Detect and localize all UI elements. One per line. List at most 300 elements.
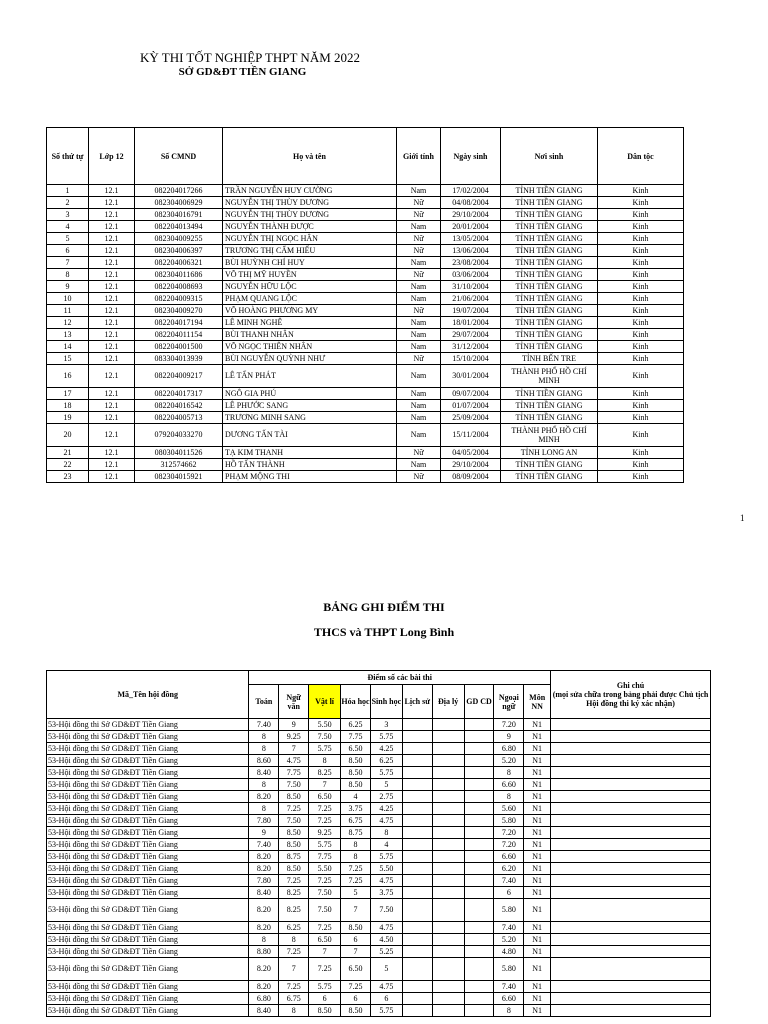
student-cell: 12.1	[89, 257, 135, 269]
student-cell: TỈNH TIỀN GIANG	[501, 341, 598, 353]
council-cell: 53-Hội đồng thi Sở GD&ĐT Tiền Giang	[47, 887, 249, 899]
score-cell: 4.75	[370, 981, 402, 993]
student-cell: 31/12/2004	[441, 341, 501, 353]
student-cell: 1	[47, 185, 89, 197]
score-cell: 4.75	[370, 875, 402, 887]
student-cell: 12.1	[89, 293, 135, 305]
student-cell: Nam	[397, 185, 441, 197]
student-row	[47, 329, 684, 341]
student-cell: 12.1	[89, 447, 135, 459]
student-cell: 18	[47, 400, 89, 412]
student-cell: 08/09/2004	[441, 471, 501, 483]
score-cell: 7.50	[309, 899, 341, 922]
student-cell: Nữ	[397, 353, 441, 365]
student-cell: Nữ	[397, 245, 441, 257]
note-cell	[551, 755, 711, 767]
score-row	[47, 851, 711, 863]
student-cell: 29/10/2004	[441, 209, 501, 221]
score-cell: 6	[494, 887, 524, 899]
score-cell	[464, 993, 494, 1005]
score-cell	[432, 981, 464, 993]
score-cell: 8	[494, 1005, 524, 1017]
score-cell	[402, 887, 432, 899]
student-cell: Nam	[397, 341, 441, 353]
note-cell	[551, 719, 711, 731]
score-cell: 7	[341, 899, 371, 922]
score-cell: 7.20	[494, 839, 524, 851]
score-cell	[432, 958, 464, 981]
score-cell: 8.50	[279, 863, 309, 875]
score-cell: 8.50	[279, 839, 309, 851]
student-cell: TỈNH TIỀN GIANG	[501, 388, 598, 400]
score-cell: 8.50	[341, 755, 371, 767]
score-cell: 7.40	[249, 719, 279, 731]
score-cell: 8	[279, 1005, 309, 1017]
score-cell: 6	[309, 993, 341, 1005]
score-cell: 7.80	[249, 875, 279, 887]
student-cell: Kinh	[598, 293, 684, 305]
student-cell: TỈNH TIỀN GIANG	[501, 317, 598, 329]
student-cell: 082304006397	[135, 245, 223, 257]
score-cell: 8.75	[279, 851, 309, 863]
score-cell	[432, 827, 464, 839]
score-cell	[464, 946, 494, 958]
scores-header-row-1	[47, 671, 711, 685]
score-cell: 5.25	[370, 946, 402, 958]
note-header-text: Ghi chú (mọi sửa chữa trong bảng phải được Chủ tịch Hội đồng thi ký xác nhận)	[552, 681, 709, 708]
score-cell: 7.50	[309, 731, 341, 743]
student-cell: Nữ	[397, 447, 441, 459]
score-cell	[464, 922, 494, 934]
score-cell: N1	[524, 815, 551, 827]
score-cell: 7.75	[279, 767, 309, 779]
score-cell: 6.50	[341, 743, 371, 755]
score-cell: 5	[341, 887, 371, 899]
score-cell: 8.25	[279, 899, 309, 922]
score-cell	[432, 851, 464, 863]
score-cell: 9	[279, 719, 309, 731]
student-cell: 19	[47, 412, 89, 424]
score-cell	[464, 851, 494, 863]
score-cell	[402, 1005, 432, 1017]
student-row	[47, 447, 684, 459]
score-cell: 3.75	[341, 803, 371, 815]
score-cell	[464, 743, 494, 755]
student-row	[47, 341, 684, 353]
score-cell	[464, 981, 494, 993]
student-cell: Kinh	[598, 317, 684, 329]
note-cell	[551, 899, 711, 922]
score-cell: 4.75	[370, 815, 402, 827]
student-cell: 12.1	[89, 424, 135, 447]
score-cell: 7	[341, 946, 371, 958]
student-row	[47, 317, 684, 329]
student-cell: 082204001500	[135, 341, 223, 353]
student-row	[47, 209, 684, 221]
score-cell	[432, 767, 464, 779]
student-cell: 2	[47, 197, 89, 209]
note-cell	[551, 887, 711, 899]
student-cell: 082304009255	[135, 233, 223, 245]
student-cell: TỈNH TIỀN GIANG	[501, 329, 598, 341]
student-cell: 19/07/2004	[441, 305, 501, 317]
score-cell	[432, 922, 464, 934]
student-cell: VÕ THỊ MỸ HUYỀN	[223, 269, 397, 281]
student-cell: 12.1	[89, 281, 135, 293]
student-cell: 12.1	[89, 269, 135, 281]
score-cell	[464, 767, 494, 779]
student-cell: 082204013494	[135, 221, 223, 233]
student-cell: BÙI THANH NHÂN	[223, 329, 397, 341]
student-cell: Kinh	[598, 412, 684, 424]
student-cell: Nam	[397, 365, 441, 388]
student-cell: Kinh	[598, 221, 684, 233]
score-cell: 2.75	[370, 791, 402, 803]
score-cell	[402, 863, 432, 875]
student-cell: VÕ NGỌC THIÊN NHÂN	[223, 341, 397, 353]
council-cell: 53-Hội đồng thi Sở GD&ĐT Tiền Giang	[47, 899, 249, 922]
student-cell: 12.1	[89, 400, 135, 412]
student-cell: Nam	[397, 400, 441, 412]
score-row	[47, 815, 711, 827]
score-cell	[432, 899, 464, 922]
score-row	[47, 934, 711, 946]
student-cell: 18/01/2004	[441, 317, 501, 329]
student-cell: NGUYỄN THỊ THÙY DƯƠNG	[223, 197, 397, 209]
score-cell	[432, 863, 464, 875]
council-cell: 53-Hội đồng thi Sở GD&ĐT Tiền Giang	[47, 958, 249, 981]
score-row	[47, 1005, 711, 1017]
student-row	[47, 412, 684, 424]
score-cell: N1	[524, 827, 551, 839]
score-cell: 8.20	[249, 981, 279, 993]
note-header	[551, 671, 711, 719]
student-col-header: Họ và tên	[223, 128, 397, 185]
score-row	[47, 803, 711, 815]
score-cell: N1	[524, 946, 551, 958]
student-row	[47, 365, 684, 388]
score-row	[47, 719, 711, 731]
score-cell: N1	[524, 899, 551, 922]
score-cell: N1	[524, 803, 551, 815]
score-row	[47, 875, 711, 887]
score-cell: 7.75	[341, 731, 371, 743]
score-cell: N1	[524, 851, 551, 863]
score-cell: 7.40	[494, 981, 524, 993]
student-cell: 01/07/2004	[441, 400, 501, 412]
student-cell: 15	[47, 353, 89, 365]
score-cell: 3.75	[370, 887, 402, 899]
student-cell: 12.1	[89, 471, 135, 483]
student-cell: 083304013939	[135, 353, 223, 365]
student-cell: 12.1	[89, 353, 135, 365]
score-cell: 6.80	[494, 743, 524, 755]
score-cell	[402, 719, 432, 731]
score-cell: 5.75	[309, 839, 341, 851]
note-cell	[551, 827, 711, 839]
score-cell	[464, 1005, 494, 1017]
score-cell	[432, 946, 464, 958]
score-cell	[402, 899, 432, 922]
student-cell: 04/08/2004	[441, 197, 501, 209]
student-cell: TỈNH TIỀN GIANG	[501, 245, 598, 257]
score-cell: 7.25	[309, 922, 341, 934]
student-row	[47, 257, 684, 269]
score-cell: 8.20	[249, 863, 279, 875]
student-cell: 12.1	[89, 341, 135, 353]
student-cell: TỈNH LONG AN	[501, 447, 598, 459]
council-cell: 53-Hội đồng thi Sở GD&ĐT Tiền Giang	[47, 719, 249, 731]
scores-title: BẢNG GHI ĐIỂM THI	[323, 600, 445, 614]
note-cell	[551, 958, 711, 981]
exam-title: KỲ THI TỐT NGHIỆP THPT NĂM 2022	[139, 50, 361, 65]
score-cell: 9	[494, 731, 524, 743]
score-cell	[464, 958, 494, 981]
student-row	[47, 293, 684, 305]
student-cell: 3	[47, 209, 89, 221]
score-cell	[402, 815, 432, 827]
student-cell: 082304006929	[135, 197, 223, 209]
student-row	[47, 221, 684, 233]
student-cell: TRƯƠNG MINH SANG	[223, 412, 397, 424]
score-cell	[464, 803, 494, 815]
student-cell: 082204011154	[135, 329, 223, 341]
student-cell: Kinh	[598, 459, 684, 471]
student-cell: TỈNH BẾN TRE	[501, 353, 598, 365]
score-cell: 5	[370, 958, 402, 981]
score-cell: 5.20	[494, 755, 524, 767]
score-cell: 7	[309, 779, 341, 791]
student-row	[47, 459, 684, 471]
score-cell	[402, 779, 432, 791]
student-cell: Kinh	[598, 257, 684, 269]
student-row	[47, 185, 684, 197]
note-cell	[551, 993, 711, 1005]
score-cell: N1	[524, 767, 551, 779]
note-cell	[551, 981, 711, 993]
student-cell: 12.1	[89, 459, 135, 471]
score-cell: 8.40	[249, 1005, 279, 1017]
score-cell	[402, 743, 432, 755]
student-cell: 12.1	[89, 209, 135, 221]
student-cell: 15/11/2004	[441, 424, 501, 447]
score-cell	[464, 815, 494, 827]
score-cell: 8	[249, 731, 279, 743]
note-cell	[551, 791, 711, 803]
score-cell: N1	[524, 887, 551, 899]
score-cell: 7.50	[279, 815, 309, 827]
student-cell: Kinh	[598, 388, 684, 400]
score-row	[47, 791, 711, 803]
score-cell	[402, 875, 432, 887]
score-cell	[432, 993, 464, 1005]
student-cell: TỈNH TIỀN GIANG	[501, 471, 598, 483]
student-cell: 9	[47, 281, 89, 293]
score-cell	[402, 934, 432, 946]
score-cell: 6.50	[309, 934, 341, 946]
score-cell: N1	[524, 1005, 551, 1017]
score-cell: 8	[370, 827, 402, 839]
score-cell: 4.25	[370, 803, 402, 815]
note-cell	[551, 803, 711, 815]
student-cell: Nam	[397, 412, 441, 424]
student-cell: TỈNH TIỀN GIANG	[501, 269, 598, 281]
note-cell	[551, 743, 711, 755]
score-cell: 7.40	[494, 875, 524, 887]
student-cell: 082204017317	[135, 388, 223, 400]
student-cell: 11	[47, 305, 89, 317]
note-cell	[551, 922, 711, 934]
student-cell: 20/01/2004	[441, 221, 501, 233]
score-cell: 7	[309, 946, 341, 958]
council-cell: 53-Hội đồng thi Sở GD&ĐT Tiền Giang	[47, 815, 249, 827]
student-cell: 12.1	[89, 221, 135, 233]
student-cell: 082204009315	[135, 293, 223, 305]
subject-header: Lịch sử	[402, 685, 432, 719]
score-cell	[402, 993, 432, 1005]
score-cell	[464, 827, 494, 839]
student-cell: NGUYỄN THÀNH ĐƯỢC	[223, 221, 397, 233]
student-cell: NGUYỄN THỊ THÙY DƯƠNG	[223, 209, 397, 221]
student-cell: 13/05/2004	[441, 233, 501, 245]
score-cell	[402, 791, 432, 803]
score-cell: 7	[279, 743, 309, 755]
student-cell: TRƯƠNG THỊ CẨM HIẾU	[223, 245, 397, 257]
subject-header: Toán	[249, 685, 279, 719]
subject-header: Ngoại ngữ	[494, 685, 524, 719]
council-cell: 53-Hội đồng thi Sở GD&ĐT Tiền Giang	[47, 755, 249, 767]
score-cell: 8.50	[341, 922, 371, 934]
score-cell: 9.25	[279, 731, 309, 743]
score-cell: 5.75	[370, 731, 402, 743]
student-cell: Kinh	[598, 447, 684, 459]
score-cell: 7.25	[309, 815, 341, 827]
score-cell: 8.20	[249, 791, 279, 803]
score-cell: 8	[249, 743, 279, 755]
student-cell: 21/06/2004	[441, 293, 501, 305]
score-cell: 5.75	[370, 1005, 402, 1017]
score-row	[47, 839, 711, 851]
score-cell: 4.75	[279, 755, 309, 767]
student-cell: HỒ TẤN THÀNH	[223, 459, 397, 471]
score-cell: N1	[524, 755, 551, 767]
student-cell: Kinh	[598, 281, 684, 293]
score-cell: 5.80	[494, 958, 524, 981]
score-cell: 6.20	[494, 863, 524, 875]
subject-header: Sinh học	[370, 685, 402, 719]
student-cell: 12	[47, 317, 89, 329]
score-cell: N1	[524, 958, 551, 981]
subject-header: Hóa học	[341, 685, 371, 719]
student-cell: Kinh	[598, 197, 684, 209]
student-cell: Nữ	[397, 197, 441, 209]
student-cell: 082204017266	[135, 185, 223, 197]
student-cell: VÕ HOÀNG PHƯƠNG MY	[223, 305, 397, 317]
score-cell	[402, 839, 432, 851]
note-cell	[551, 731, 711, 743]
student-cell: Nữ	[397, 305, 441, 317]
student-cell: 12.1	[89, 388, 135, 400]
note-cell	[551, 946, 711, 958]
score-cell: 8.20	[249, 851, 279, 863]
student-cell: Kinh	[598, 233, 684, 245]
subject-header: Ngữ văn	[279, 685, 309, 719]
student-col-header: Lớp 12	[89, 128, 135, 185]
score-cell: 7.50	[309, 887, 341, 899]
group-header: Điểm số các bài thi	[249, 671, 551, 685]
council-cell: 53-Hội đồng thi Sở GD&ĐT Tiền Giang	[47, 981, 249, 993]
student-cell: Nam	[397, 257, 441, 269]
student-cell: 13	[47, 329, 89, 341]
score-cell: 5.75	[309, 743, 341, 755]
score-cell	[402, 922, 432, 934]
score-cell: 7.25	[341, 875, 371, 887]
student-cell: Kinh	[598, 245, 684, 257]
score-cell: 7.80	[249, 815, 279, 827]
score-cell: 7	[279, 958, 309, 981]
student-cell: Kinh	[598, 353, 684, 365]
student-cell: THÀNH PHỐ HỒ CHÍ MINH	[501, 365, 598, 388]
score-cell: 5.75	[309, 981, 341, 993]
student-cell: Kinh	[598, 400, 684, 412]
student-cell: 312574662	[135, 459, 223, 471]
student-cell: Kinh	[598, 269, 684, 281]
student-cell: Nam	[397, 329, 441, 341]
score-cell: 4.50	[370, 934, 402, 946]
score-cell: 6.80	[249, 993, 279, 1005]
student-cell: Nữ	[397, 209, 441, 221]
student-cell: 082204016542	[135, 400, 223, 412]
score-cell: 6	[341, 934, 371, 946]
student-cell: TỈNH TIỀN GIANG	[501, 197, 598, 209]
student-cell: TỈNH TIỀN GIANG	[501, 233, 598, 245]
score-cell: 8.50	[341, 779, 371, 791]
score-cell: 8.60	[249, 755, 279, 767]
score-row	[47, 863, 711, 875]
student-col-header: Số CMND	[135, 128, 223, 185]
score-cell: N1	[524, 875, 551, 887]
subject-header: Môn NN	[524, 685, 551, 719]
student-cell: TỈNH TIỀN GIANG	[501, 400, 598, 412]
student-cell: Nam	[397, 221, 441, 233]
score-cell: 4	[341, 791, 371, 803]
score-cell	[432, 815, 464, 827]
score-cell	[464, 731, 494, 743]
score-cell: 7.25	[341, 981, 371, 993]
student-cell: PHẠM MỘNG THI	[223, 471, 397, 483]
student-cell: Nữ	[397, 471, 441, 483]
score-cell: 7.25	[309, 803, 341, 815]
student-cell: Nam	[397, 388, 441, 400]
score-cell: 8.50	[279, 827, 309, 839]
student-cell: LÊ TẤN PHÁT	[223, 365, 397, 388]
student-cell: BÙI HUỲNH CHÍ HUY	[223, 257, 397, 269]
score-cell: N1	[524, 731, 551, 743]
student-cell: TRẦN NGUYỄN HUY CƯỜNG	[223, 185, 397, 197]
student-cell: Kinh	[598, 305, 684, 317]
score-cell	[464, 899, 494, 922]
score-cell	[464, 779, 494, 791]
student-cell: TẠ KIM THANH	[223, 447, 397, 459]
score-cell	[464, 755, 494, 767]
score-cell: 8.50	[341, 1005, 371, 1017]
student-cell: BÙI NGUYỄN QUỲNH NHƯ	[223, 353, 397, 365]
student-cell: Kinh	[598, 329, 684, 341]
note-cell	[551, 767, 711, 779]
score-cell: 4.75	[370, 922, 402, 934]
student-cell: 8	[47, 269, 89, 281]
score-cell	[432, 743, 464, 755]
